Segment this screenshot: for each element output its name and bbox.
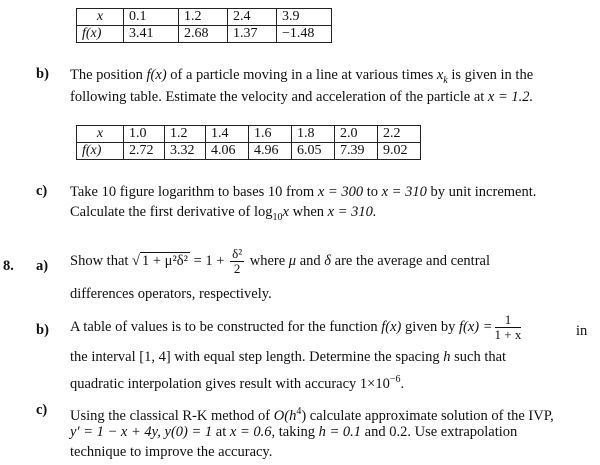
question-7c-line1: Take 10 figure logarithm to bases 10 from x = 300 to x = 310 by unit increment. [70,184,537,200]
question-8c-line1: Using the classical R-K method of $O(h^4)$ calculate approximate solution of the IVP, [70,406,554,424]
table-cell: 6.05 [292,143,335,160]
data-table-2 [76,125,421,160]
sqrt-expression: 1 + μ²δ² [142,253,188,269]
fraction-function: $\frac{1}{1 + x}$ [494,312,522,343]
table-cell: 3.32 [165,143,206,160]
table-cell: 2.72 [124,143,165,160]
table-cell: 7.39 [335,143,378,160]
table-cell: 1.2 [165,126,206,143]
table-cell: 1.6 [249,126,292,143]
question-7c-line2: Calculate the first derivative of $\log_{10}x$ when x = 310. [70,204,377,223]
data-table-1 [76,8,332,43]
table-cell: 1.4 [206,126,249,143]
question-8a-line1: Show that √ 1 + μ²δ² = 1 + $\frac{\text{δ²}}{2}$ where μ and δ are the average and central [70,246,491,277]
table-cell: 2.0 [335,126,378,143]
table-header-x: x [77,9,124,26]
table-cell: 3.41 [124,26,179,43]
table-cell: 2.4 [228,9,277,26]
table-cell: 2.2 [378,126,421,143]
table-cell: 1.2 [179,9,228,26]
question-8-number: 8. [3,258,14,274]
question-8a-line2: differences operators, respectively. [70,286,272,302]
question-8b-line3: quadratic interpolation gives result with accuracy $1\times 10^{-6}$. [70,374,405,392]
table-header-fx: f(x) [77,143,124,160]
table-cell: 1.0 [124,126,165,143]
table-cell: −1.48 [277,26,332,43]
table-cell: 1.37 [228,26,277,43]
question-8b-line2: the interval [1, 4] with equal step length. Determine the spacing h such that [70,349,507,365]
table-cell: 3.9 [277,9,332,26]
table-header-x: x [77,126,124,143]
question-8c-line3: technique to improve the accuracy. [70,444,273,460]
question-8b-line1: A table of values is to be constructed for the function f(x) given by f(x) = $\frac{1}{1 + x}$ [70,312,522,343]
question-8c-label: c) [36,402,48,418]
question-8a-label: a) [36,258,49,274]
table-row [77,26,332,43]
table-cell: 2.68 [179,26,228,43]
table-cell: 0.1 [124,9,179,26]
table-cell: 9.02 [378,143,421,160]
question-7c-label: c) [36,183,48,199]
question-7b-label: b) [36,66,49,82]
question-8c-line2: y′ = 1 − x + 4y, y(0) = 1 at x = 0.6, taking h = 0.1 and 0.2. Use extrapolation [70,424,518,440]
question-8b-in: in [576,323,588,339]
fraction-delta: $\frac{\text{δ²}}{2}$ [232,246,243,277]
question-7b-line1: The position f(x) of a particle moving in a line at various times $x_k$ is given in the [70,67,534,86]
table-row [77,126,421,143]
table-row [77,9,332,26]
question-7b-line2: following table. Estimate the velocity and acceleration of the particle at x = 1.2. [70,89,534,105]
table-cell: 4.06 [206,143,249,160]
question-8b-label: b) [36,322,49,338]
table-cell: 1.8 [292,126,335,143]
table-cell: 4.96 [249,143,292,160]
table-header-fx: f(x) [77,26,124,43]
table-row [77,143,421,160]
